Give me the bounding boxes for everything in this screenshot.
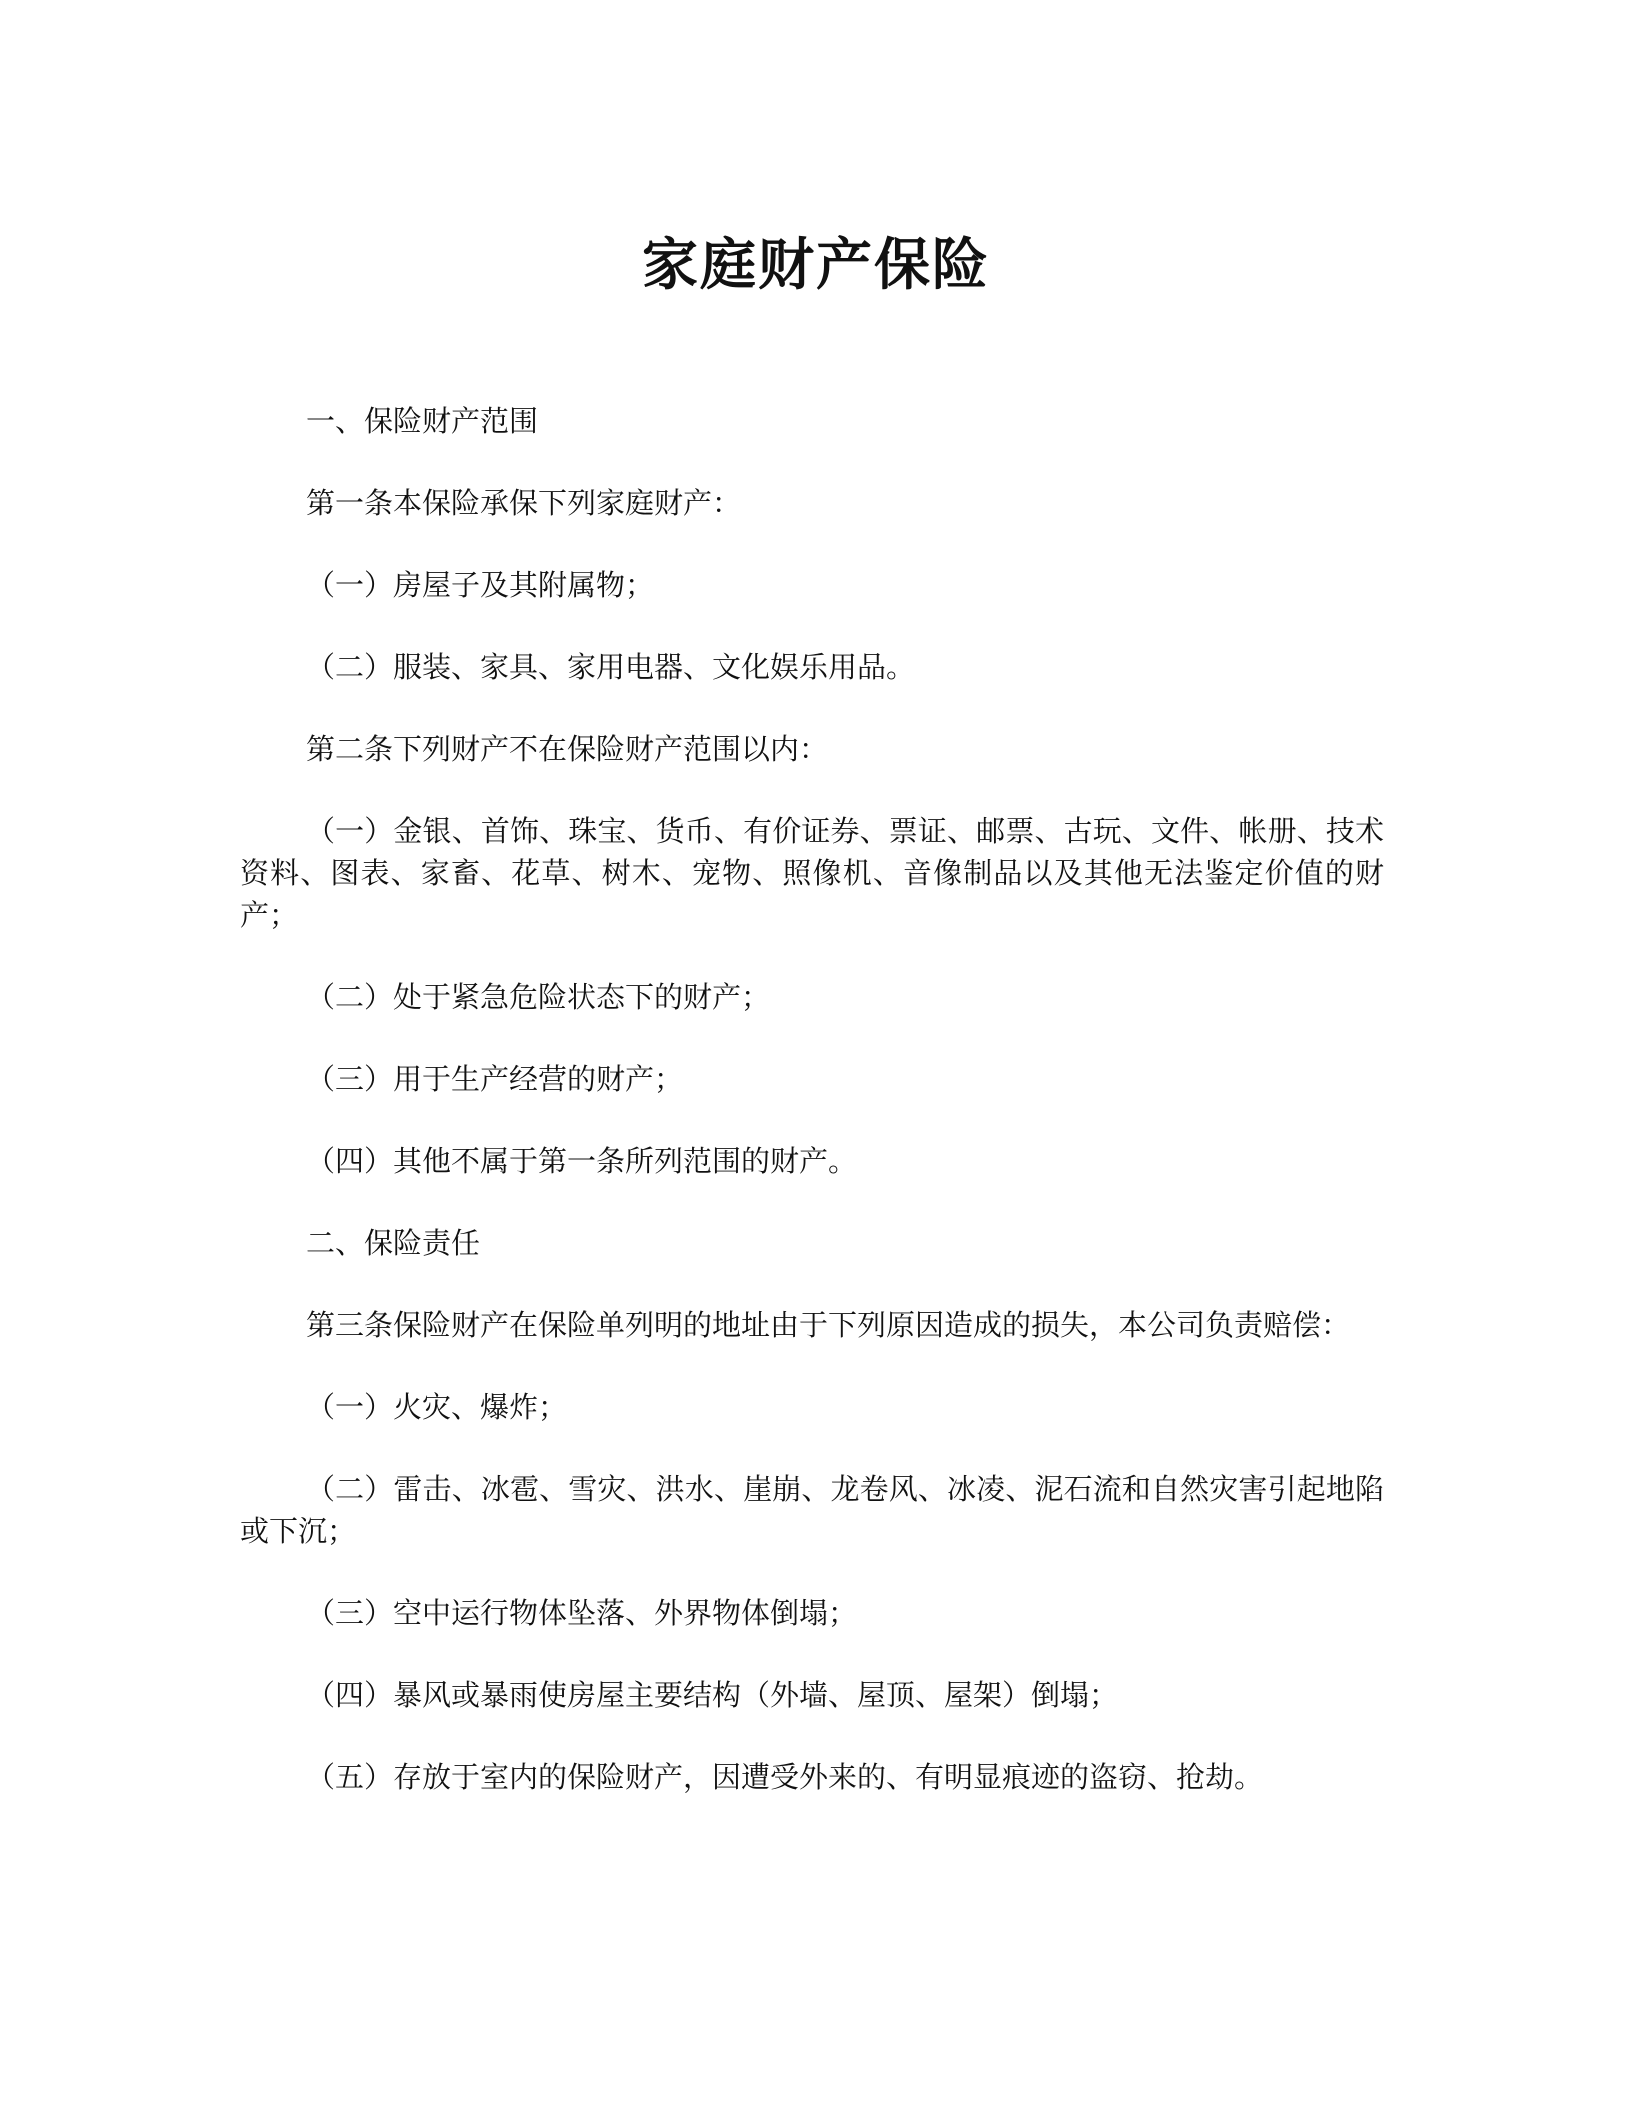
- article-3-item-3: （三）空中运行物体坠落、外界物体倒塌；: [306, 1596, 858, 1630]
- document-body: [240, 400, 1384, 1798]
- article-3-item-1: （一）火灾、爆炸；: [306, 1390, 568, 1424]
- article-3-item-4: （四）暴风或暴雨使房屋主要结构（外墙、屋顶、屋架）倒塌；: [306, 1678, 1119, 1712]
- section-heading-1: 一、保险财产范围: [306, 404, 539, 438]
- article-1-item-1: （一）房屋子及其附属物；: [306, 568, 655, 602]
- article-3-item-5: （五）存放于室内的保险财产，因遭受外来的、有明显痕迹的盗窃、抢劫。: [306, 1760, 1264, 1794]
- article-1: 第一条本保险承保下列家庭财产：: [306, 486, 742, 520]
- article-3-item-2: （二）雷击、冰雹、雪灾、洪水、崖崩、龙卷风、冰凌、泥石流和自然灾害引起地陷或下沉；: [240, 1472, 1384, 1548]
- article-2-item-2: （二）处于紧急危险状态下的财产；: [306, 980, 771, 1014]
- article-1-item-2: （二）服装、家具、家用电器、文化娱乐用品。: [306, 650, 916, 684]
- article-2-item-3: （三）用于生产经营的财产；: [306, 1062, 684, 1096]
- page-title: 家庭财产保险: [642, 232, 990, 298]
- article-2-item-4: （四）其他不属于第一条所列范围的财产。: [306, 1144, 858, 1178]
- section-heading-2: 二、保险责任: [306, 1226, 481, 1260]
- article-2: 第二条下列财产不在保险财产范围以内：: [306, 732, 829, 766]
- article-2-item-1: （一）金银、首饰、珠宝、货币、有价证券、票证、邮票、古玩、文件、帐册、技术资料、图表、家畜、花草、树木、宠物、照像机、音像制品以及其他无法鉴定价值的财产；: [240, 814, 1384, 932]
- article-3: 第三条保险财产在保险单列明的地址由于下列原因造成的损失，本公司负责赔偿：: [306, 1308, 1351, 1342]
